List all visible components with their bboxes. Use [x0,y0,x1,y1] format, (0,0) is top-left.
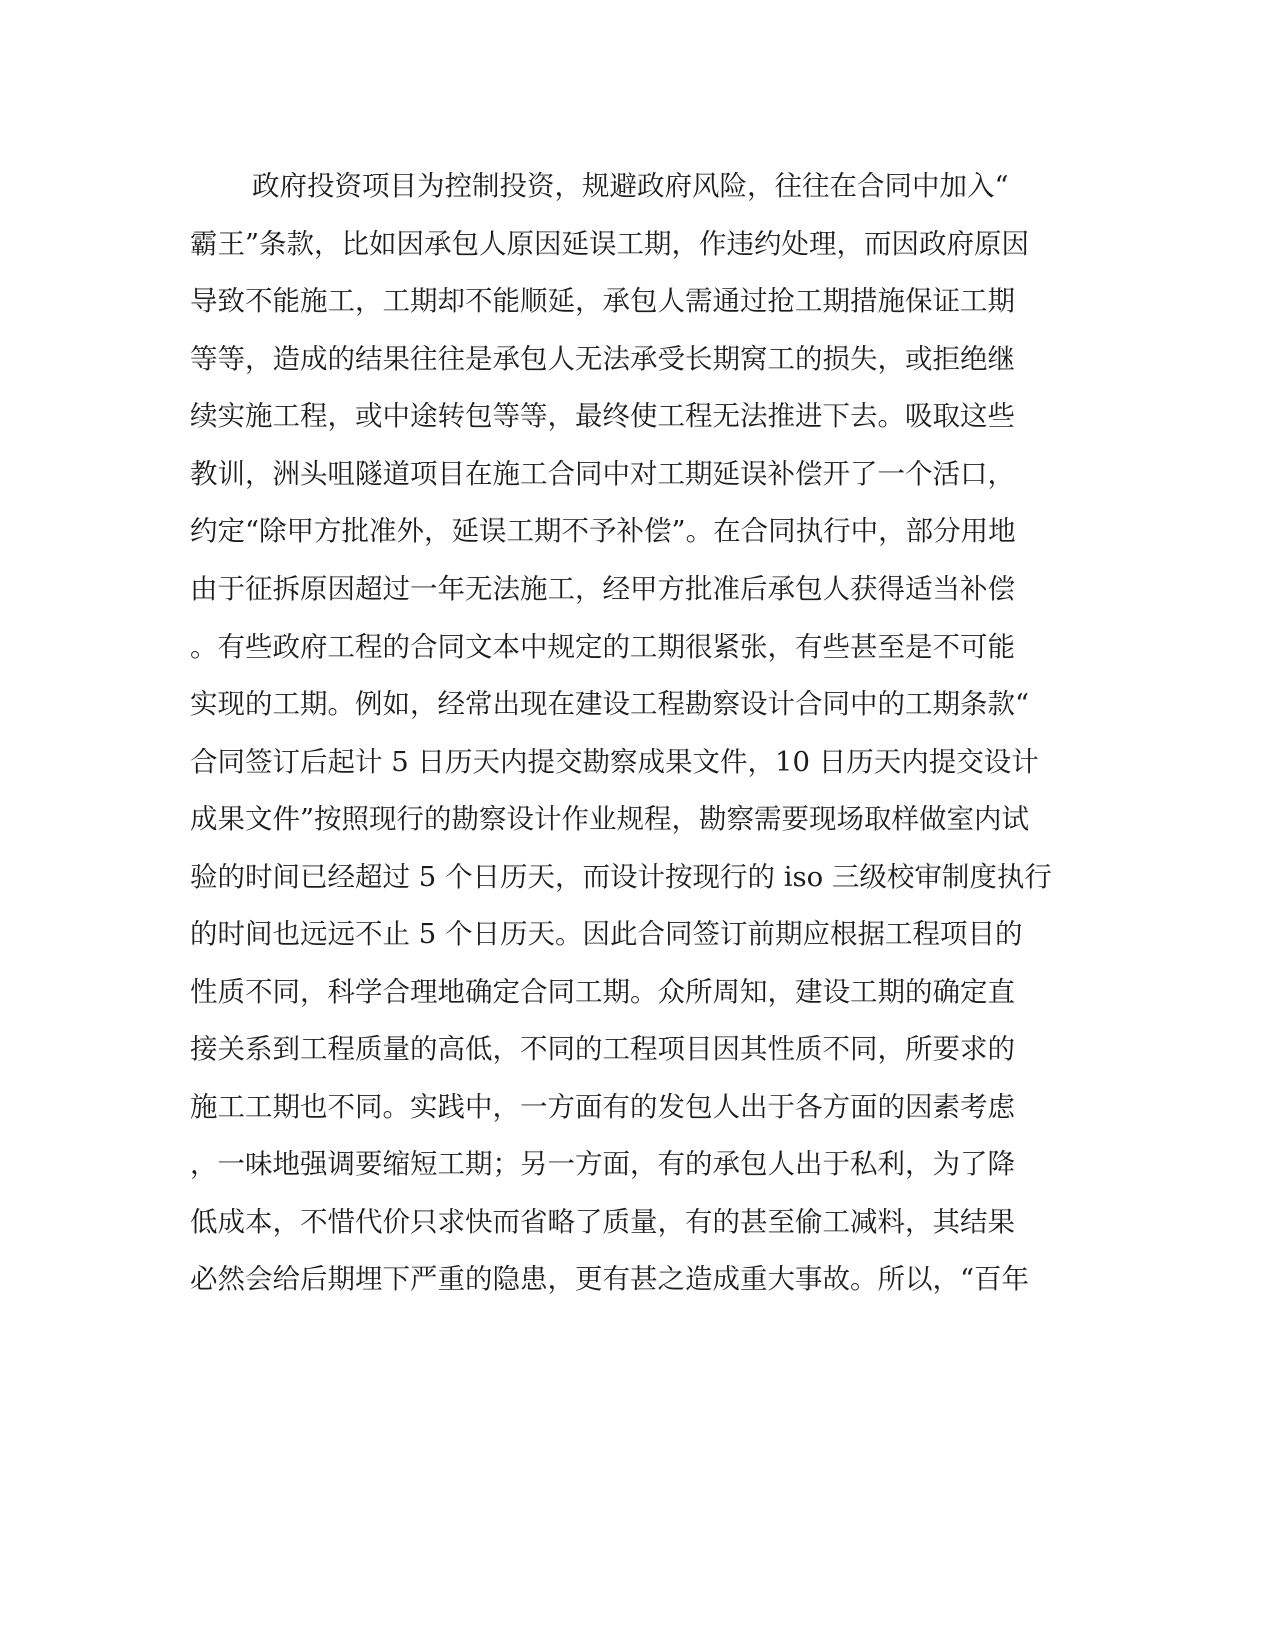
paragraph-line: 验的时间已经超过 5 个日历天，而设计按现行的 iso 三级校审制度执行 [190,861,1052,893]
paragraph-line: 政府投资项目为控制投资，规避政府风险，往往在合同中加入“ [252,170,1009,202]
paragraph-line: 约定“除甲方批准外，延误工期不予补偿”。在合同执行中，部分用地 [190,515,1016,547]
paragraph-line: 教训，洲头咀隧道项目在施工合同中对工期延误补偿开了一个活口， [190,458,1015,490]
paragraph-line: 由于征拆原因超过一年无法施工，经甲方批准后承包人获得适当补偿 [190,573,1015,605]
paragraph-line: 性质不同，科学合理地确定合同工期。众所周知，建设工期的确定直 [190,976,1015,1008]
paragraph-line: 必然会给后期埋下严重的隐患，更有甚之造成重大事故。所以，“百年 [190,1263,1030,1295]
paragraph-line: 实现的工期。例如，经常出现在建设工程勘察设计合同中的工期条款“ [190,688,1030,720]
paragraph-line: 低成本，不惜代价只求快而省略了质量，有的甚至偷工减料，其结果 [190,1206,1015,1238]
paragraph-line: 霸王”条款，比如因承包人原因延误工期，作违约处理，而因政府原因 [190,228,1030,260]
paragraph-line: 续实施工程，或中途转包等等，最终使工程无法推进下去。吸取这些 [190,400,1015,432]
paragraph-line: 导致不能施工，工期却不能顺延，承包人需通过抢工期措施保证工期 [190,285,1015,317]
paragraph-line: 。有些政府工程的合同文本中规定的工期很紧张，有些甚至是不可能 [190,631,1015,663]
paragraph-line: ，一味地强调要缩短工期；另一方面，有的承包人出于私利，为了降 [190,1148,1015,1180]
paragraph-line: 合同签订后起计 5 日历天内提交勘察成果文件，10 日历天内提交设计 [190,746,1039,778]
paragraph-line: 接关系到工程质量的高低，不同的工程项目因其性质不同，所要求的 [190,1033,1015,1065]
paragraph-line: 成果文件”按照现行的勘察设计作业规程，勘察需要现场取样做室内试 [190,803,1030,835]
paragraph-line: 等等，造成的结果往往是承包人无法承受长期窝工的损失，或拒绝继 [190,343,1015,375]
paragraph-line: 的时间也远远不止 5 个日历天。因此合同签订前期应根据工程项目的 [190,918,1023,950]
paragraph-line: 施工工期也不同。实践中，一方面有的发包人出于各方面的因素考虑 [190,1091,1015,1123]
